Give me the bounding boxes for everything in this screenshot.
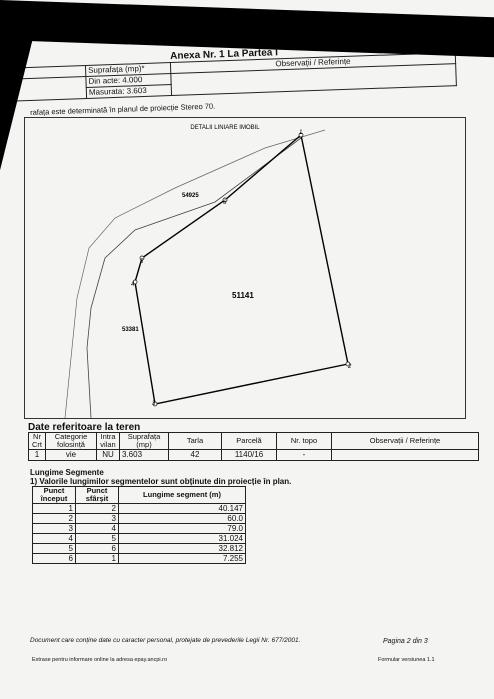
segments-header-length: Lungime segment (m) bbox=[119, 487, 246, 504]
neighbor-boundary-inner bbox=[87, 138, 301, 418]
teren-cell-intravilan: NU bbox=[97, 450, 120, 461]
footer-formular-version: Formular versiunea 1.1 bbox=[378, 657, 435, 663]
table-row bbox=[33, 524, 246, 534]
point-6-label: 6 bbox=[223, 200, 227, 206]
segment-start: 1 bbox=[33, 504, 76, 514]
segments-header-start: Punct început bbox=[33, 487, 76, 504]
neighbor-53381-label: 53381 bbox=[122, 327, 139, 333]
table-row bbox=[33, 534, 246, 544]
segment-end: 3 bbox=[76, 514, 119, 524]
segment-start: 4 bbox=[33, 534, 76, 544]
point-3-label: 3 bbox=[152, 401, 156, 407]
map-frame bbox=[24, 117, 466, 419]
teren-cell-nr-topo: - bbox=[277, 450, 332, 461]
teren-table bbox=[28, 432, 479, 461]
teren-cell-observatii bbox=[332, 450, 479, 461]
teren-header-parcela: Parcelă bbox=[222, 433, 277, 450]
neighbor-boundary-outer bbox=[65, 130, 325, 418]
table-row bbox=[33, 504, 246, 514]
teren-header-categorie: Categorie folosință bbox=[46, 433, 97, 450]
header-col-observatii: Observații / Referințe bbox=[170, 53, 455, 74]
teren-header-tarla: Tarla bbox=[169, 433, 222, 450]
segment-end: 6 bbox=[76, 544, 119, 554]
teren-header-nr: Nr Crt bbox=[29, 433, 46, 450]
page-number: Pagina 2 din 3 bbox=[383, 638, 428, 645]
table-row bbox=[33, 514, 246, 524]
segment-length: 32.812 bbox=[119, 544, 246, 554]
segments-subtitle: 1) Valorile lungimilor segmentelor sunt obținute din proiecție în plan. bbox=[30, 477, 292, 486]
teren-cell-categorie: vie bbox=[46, 450, 97, 461]
point-2-label: 2 bbox=[348, 364, 352, 370]
segment-start: 5 bbox=[33, 544, 76, 554]
neighbor-54925-label: 54925 bbox=[182, 193, 199, 199]
segment-end: 2 bbox=[76, 504, 119, 514]
point-4-label: 4 bbox=[131, 282, 135, 288]
teren-cell-parcela: 1140/16 bbox=[222, 450, 277, 461]
segment-start: 3 bbox=[33, 524, 76, 534]
teren-cell-suprafata: 3.603 bbox=[120, 450, 169, 461]
header-masurata: Masurata: 3.603 bbox=[86, 85, 171, 99]
parcel-polygon bbox=[135, 135, 348, 404]
footer-disclaimer: Document care conține date cu caracter personal, protejate de prevederile Legii Nr. 677/2001. bbox=[30, 637, 301, 644]
point-1-label: 1 bbox=[299, 130, 303, 136]
segments-title: Lungime Segmente bbox=[30, 468, 104, 477]
teren-header-intravilan: Intra vilan bbox=[97, 433, 120, 450]
segments-table bbox=[32, 486, 246, 564]
segment-length: 40.147 bbox=[119, 504, 246, 514]
table-row bbox=[33, 544, 246, 554]
teren-header-nr-topo: Nr. topo bbox=[277, 433, 332, 450]
teren-header-suprafata: Suprafața (mp) bbox=[120, 433, 169, 450]
segment-start: 6 bbox=[33, 554, 76, 564]
segment-length: 79.0 bbox=[119, 524, 246, 534]
segments-header-end: Punct sfârșit bbox=[76, 487, 119, 504]
header-table bbox=[0, 52, 457, 102]
parcel-id-label: 51141 bbox=[232, 291, 254, 300]
segment-length: 31.024 bbox=[119, 534, 246, 544]
segment-end: 5 bbox=[76, 534, 119, 544]
table-row bbox=[33, 554, 246, 564]
segment-end: 4 bbox=[76, 524, 119, 534]
annex-title: Anexa Nr. 1 La Partea I bbox=[170, 47, 279, 62]
map-title: DETALII LINIARE IMOBIL bbox=[190, 125, 260, 131]
teren-section-title: Date referitoare la teren bbox=[28, 422, 141, 433]
point-5-label: 5 bbox=[140, 259, 144, 265]
segment-end: 1 bbox=[76, 554, 119, 564]
header-col-suprafata: Suprafața (mp)* bbox=[85, 63, 170, 77]
segment-start: 2 bbox=[33, 514, 76, 524]
segment-length: 7.255 bbox=[119, 554, 246, 564]
header-din-acte: Din acte: 4.000 bbox=[86, 74, 171, 88]
segment-length: 60.0 bbox=[119, 514, 246, 524]
projection-note: rafața este determinată în planul de proiecție Stereo 70. bbox=[30, 101, 216, 117]
teren-cell-nr: 1 bbox=[29, 450, 46, 461]
parcel-map bbox=[25, 118, 465, 418]
teren-header-observatii: Observații / Referințe bbox=[332, 433, 479, 450]
teren-cell-tarla: 42 bbox=[169, 450, 222, 461]
footer-extras: Extrase pentru informare online la adresa epay.ancpi.ro bbox=[32, 657, 168, 663]
